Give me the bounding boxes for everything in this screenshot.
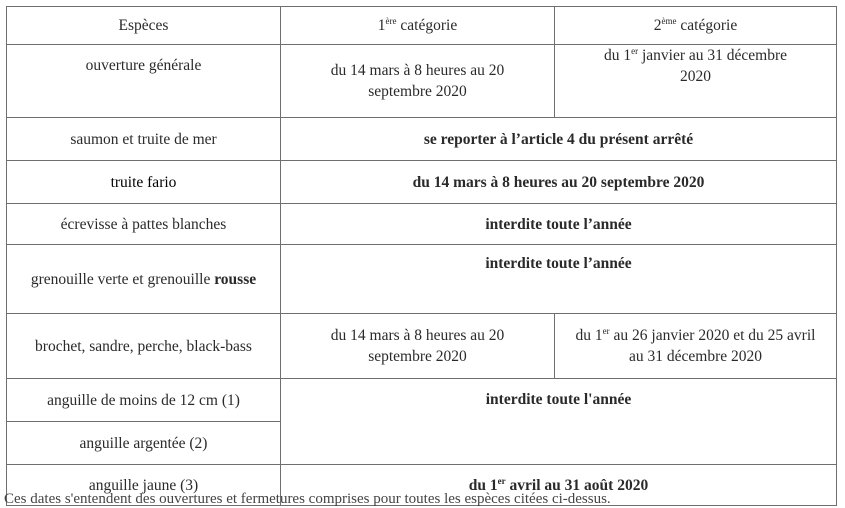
table-row xyxy=(7,118,837,161)
table-row xyxy=(7,161,837,204)
both-categories-cell: du 1er avril au 31 août 2020 xyxy=(281,465,837,506)
species-cell: anguille de moins de 12 cm (1) xyxy=(7,379,281,422)
header-category-1: 1ère catégorie xyxy=(281,7,555,45)
category-2-cell: du 1er au 26 janvier 2020 et du 25 avril au 31 décembre 2020 xyxy=(555,314,837,379)
category-1-cell: du 14 mars à 8 heures au 20 septembre 2020 xyxy=(281,45,555,118)
species-cell: truite fario xyxy=(7,161,281,204)
species-cell: anguille jaune (3) xyxy=(7,465,281,506)
table-row xyxy=(7,245,837,314)
species-cell: grenouille verte et grenouille rousse xyxy=(7,245,281,314)
header-category-2: 2ème catégorie xyxy=(555,7,837,45)
species-cell: écrevisse à pattes blanches xyxy=(7,204,281,245)
both-categories-cell: se reporter à l’article 4 du présent arrêté xyxy=(281,118,837,161)
both-categories-cell: du 14 mars à 8 heures au 20 septembre 2020 xyxy=(281,161,837,204)
table-row xyxy=(7,45,837,118)
species-cell: saumon et truite de mer xyxy=(7,118,281,161)
both-categories-cell: interdite toute l’année xyxy=(281,204,837,245)
both-categories-cell: interdite toute l'année xyxy=(281,379,837,465)
species-cell: ouverture générale xyxy=(7,45,281,118)
table-row xyxy=(7,204,837,245)
header-row xyxy=(7,7,837,45)
species-cell: anguille argentée (2) xyxy=(7,422,281,465)
species-cell: brochet, sandre, perche, black-bass xyxy=(7,314,281,379)
fishing-periods-table xyxy=(6,6,837,506)
header-species: Espèces xyxy=(7,7,281,45)
table-row xyxy=(7,379,837,422)
both-categories-cell: interdite toute l’année xyxy=(281,245,837,314)
category-2-cell: du 1er janvier au 31 décembre 2020 xyxy=(555,45,837,118)
category-1-cell: du 14 mars à 8 heures au 20 septembre 2020 xyxy=(281,314,555,379)
footnote: Ces dates s'entendent des ouvertures et fermetures comprises pour toutes les espèces citées ci-dessus. xyxy=(4,491,611,507)
table-row xyxy=(7,314,837,379)
